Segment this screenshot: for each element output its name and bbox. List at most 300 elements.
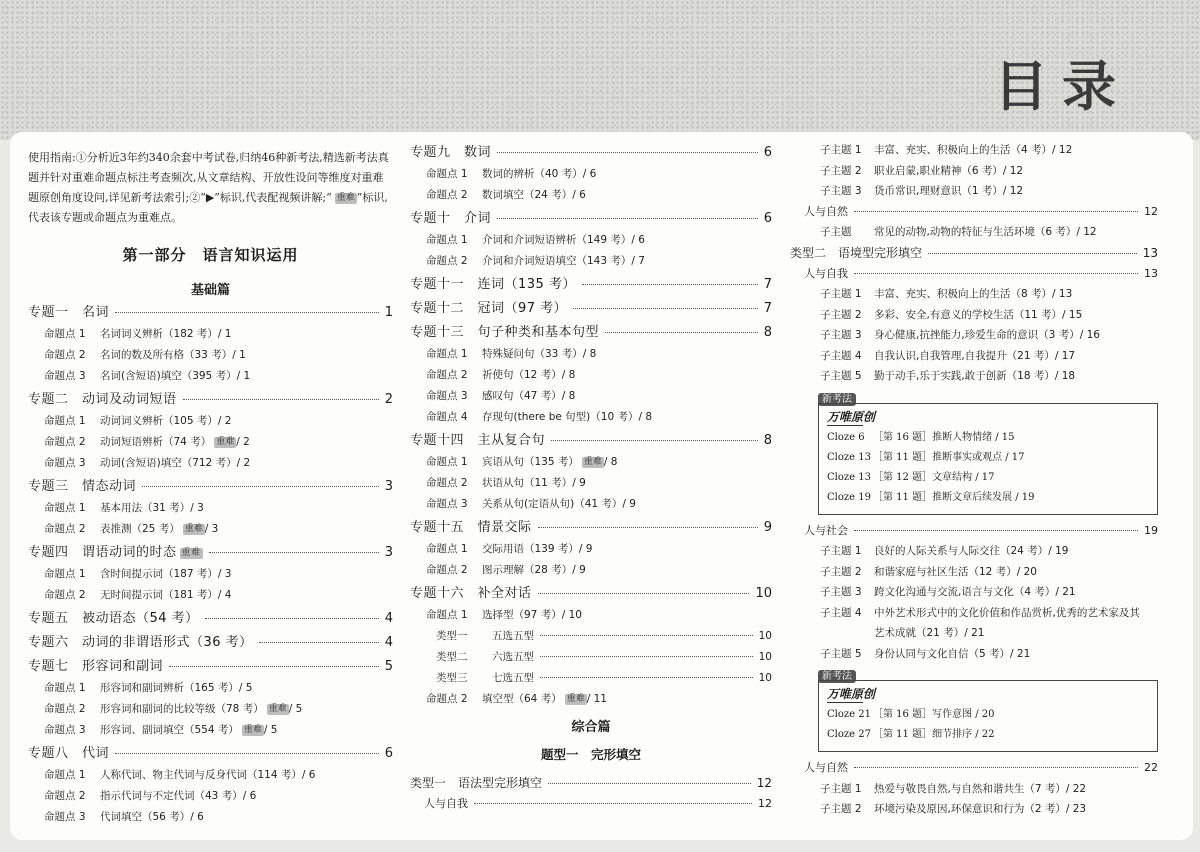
page-number: 4: [384, 611, 393, 626]
entry-label: 专题六 动词的非谓语形式（36 考）: [28, 635, 253, 650]
original-box-1: [818, 403, 1158, 515]
entry-label: 形容词和副词的比较等级（78 考）: [100, 703, 264, 715]
page-number: 12: [756, 776, 772, 790]
toc-subitem[interactable]: [410, 494, 772, 515]
dot-leader: [540, 656, 753, 657]
entry-key: 命题点 4: [426, 411, 468, 423]
entry-key: 子主题 5: [820, 370, 862, 382]
page-number: 10: [758, 630, 772, 642]
column-middle: [410, 140, 772, 815]
entry-label: 专题八 代词: [28, 746, 110, 761]
toc-subitem[interactable]: [28, 564, 393, 585]
new-method-tag-2: [818, 664, 1158, 682]
subtopic-item[interactable]: [790, 305, 1158, 326]
entry-text: [410, 322, 599, 344]
dot-leader: [538, 527, 758, 528]
entry-text: [28, 476, 136, 498]
toc-topic[interactable]: [28, 389, 393, 411]
entry-key: 命题点 2: [426, 477, 468, 489]
cloze-key: Cloze 27: [827, 729, 871, 740]
entry-label: 丰富、充实、积极向上的生活（4 考）/ 12: [874, 144, 1073, 156]
entry-label: 动词词义辨析（105 考）/ 2: [100, 415, 232, 427]
toc-list-left: [28, 302, 393, 828]
entry-key: 子主题 3: [820, 329, 862, 341]
toc-subtype[interactable]: [410, 668, 772, 689]
subtopic-item[interactable]: 子主题 常见的动物,动物的特征与生活环境（6 考）/ 12: [820, 226, 1097, 238]
entry-key: 子主题 1: [820, 782, 862, 795]
subtopic-item[interactable]: [790, 346, 1158, 367]
dot-leader: [474, 803, 752, 804]
toc-subitem[interactable]: [410, 230, 772, 251]
page-number: 6: [763, 211, 772, 226]
toc-topic[interactable]: [28, 743, 393, 765]
entry-text: [426, 647, 534, 668]
entry-label: 专题十五 情景交际: [410, 520, 532, 535]
page-number: 3: [384, 545, 393, 560]
entry-text: [28, 542, 203, 564]
entry-key: 命题点 2: [44, 589, 86, 601]
entry-key: 子主题 2: [820, 803, 862, 815]
group-nature-1[interactable]: 人与自然 12: [804, 204, 1158, 218]
box-items: [827, 705, 1149, 745]
entry-key: 命题点 2: [44, 703, 86, 715]
entry-label: 专题十二 冠词（97 考）: [410, 301, 568, 316]
cloze-item[interactable]: [827, 705, 1149, 725]
entry-label: 职业启蒙,职业精神（6 考）/ 12: [874, 164, 1024, 177]
entry-label: 代词填空（56 考）/ 6: [100, 811, 204, 823]
entry-label: 六选五型: [492, 651, 534, 663]
entry-key: 命题点 3: [44, 724, 86, 736]
page-number: 5: [384, 659, 393, 674]
toc-topic[interactable]: [28, 656, 393, 678]
entry-text: [28, 302, 109, 324]
entry-text: [410, 274, 576, 296]
guide-text-3: ”标识,代表该专题或命题点为重难点。: [28, 191, 388, 224]
cloze-label: ［第 12 题］文章结构 / 17: [873, 471, 995, 483]
entry-text: [410, 583, 532, 605]
toc-subitem[interactable]: [28, 678, 393, 699]
entry-label: 货币常识,理财意识（1 考）/ 12: [874, 185, 1024, 197]
toc-subitem[interactable]: [410, 605, 772, 626]
entry-key: 命题点 2: [44, 349, 86, 361]
toc-subitem[interactable]: [28, 720, 393, 741]
dot-leader: [183, 399, 379, 400]
dot-leader: [115, 753, 379, 754]
toc-topic[interactable]: [410, 322, 772, 344]
entry-key: 子主题 3: [820, 586, 862, 598]
entry-key: 命题点 2: [44, 436, 86, 448]
subtopic-item[interactable]: [790, 799, 1158, 820]
cloze-label: ［第 16 题］推断人物情绪 / 15: [873, 431, 1015, 443]
entry-label: 专题十三 句子种类和基本句型: [410, 325, 600, 340]
toc-subitem[interactable]: [28, 498, 393, 519]
entry-key: 命题点 1: [426, 543, 468, 555]
entry-text: [410, 208, 491, 230]
cloze-label: ［第 11 题］推断文章后续发展 / 19: [873, 491, 1035, 503]
entry-key: 命题点 1: [426, 168, 468, 180]
toc-list-right-c: [790, 541, 1158, 664]
toc-entry[interactable]: [410, 794, 772, 815]
entry-label: 数词的辨析（40 考）/ 6: [482, 168, 597, 180]
entry-label: 专题十一 连词（135 考）: [410, 277, 576, 292]
difficulty-badge: 重难: [268, 704, 287, 714]
toc-subitem[interactable]: [28, 366, 393, 387]
toc-topic[interactable]: [28, 302, 393, 324]
entry-label: 指示代词与不定代词（43 考）/ 6: [100, 790, 257, 802]
dot-leader: [540, 677, 753, 678]
entry-label: 良好的人际关系与人际交往（24 考）/ 19: [874, 545, 1069, 557]
toc-subitem[interactable]: [410, 185, 772, 206]
toc-subitem[interactable]: [28, 324, 393, 345]
entry-label: 和谐家庭与社区生活（12 考）/ 20: [874, 565, 1037, 578]
subtopic-item[interactable]: [790, 603, 1158, 624]
toc-subitem[interactable]: [28, 411, 393, 432]
entry-label: 七选五型: [492, 672, 534, 684]
entry-key: 子主题 5: [820, 647, 862, 660]
dot-leader: [497, 218, 758, 219]
entry-label: 艺术成就（21 考）/ 21: [874, 627, 985, 639]
group-society[interactable]: 人与社会 19: [804, 523, 1158, 537]
group-nature-2[interactable]: 人与自然 22: [804, 761, 1158, 774]
entry-key: 命题点 3: [44, 457, 86, 469]
entry-label: 宾语从句（135 考）: [482, 456, 579, 468]
subtopic-item[interactable]: [790, 779, 1158, 800]
entry-key: 命题点 1: [44, 682, 86, 694]
subtopic-item[interactable]: [790, 140, 1158, 161]
entry-label: 身份认同与文化自信（5 考）/ 21: [874, 647, 1031, 660]
cloze-item[interactable]: [827, 448, 1149, 468]
entry-key: 子主题 2: [820, 164, 862, 177]
toc-subitem[interactable]: [28, 786, 393, 807]
question-type-heading: 题型一 完形填空: [540, 747, 641, 762]
entry-page-ref: / 11: [586, 693, 607, 705]
subtopic-item[interactable]: [790, 325, 1158, 346]
entry-text: [28, 632, 253, 654]
subtopic-item[interactable]: [790, 284, 1158, 305]
box-items: [827, 428, 1149, 508]
toc-subitem[interactable]: [28, 453, 393, 474]
entry-label: 无时间提示词（181 考）/ 4: [100, 589, 232, 601]
entry-label: 动词(含短语)填空（712 考）/ 2: [100, 457, 251, 469]
entry-label: 介词和介词短语辨析（149 考）/ 6: [482, 234, 645, 246]
entry-text: [28, 656, 163, 678]
toc-subitem[interactable]: [28, 432, 393, 453]
page-number: 1: [384, 305, 393, 320]
toc-subitem[interactable]: [28, 765, 393, 786]
toc-subitem[interactable]: [28, 519, 393, 540]
video-icon: ▶: [205, 191, 215, 204]
entry-label: 形容词和副词辨析（165 考）/ 5: [100, 682, 253, 694]
entry-key: 子主题 1: [820, 288, 862, 300]
entry-label: 名词(含短语)填空（395 考）/ 1: [100, 370, 251, 382]
entry-text: [424, 794, 468, 815]
entry-label: 勤于动手,乐于实践,敢于创新（18 考）/ 18: [874, 370, 1076, 382]
subtopic-item[interactable]: [790, 181, 1158, 202]
dot-leader: [538, 593, 750, 594]
entry-label: 专题五 被动语态（54 考）: [28, 611, 199, 626]
entry-label: 类型一 语法型完形填空: [410, 776, 543, 790]
difficulty-badge: 重难: [566, 694, 585, 704]
entry-label: 丰富、充实、积极向上的生活（8 考）/ 13: [874, 288, 1073, 300]
entry-label: 形容词、副词填空（554 考）: [100, 724, 239, 736]
entry-key: 命题点 3: [426, 390, 468, 402]
page-number: 9: [763, 520, 772, 535]
part-heading: 第一部分 语言知识运用: [122, 246, 299, 264]
cloze-item[interactable]: [827, 725, 1149, 745]
entry-key: 命题点 1: [44, 568, 86, 580]
toc-topic[interactable]: [410, 517, 772, 539]
cloze-label: ［第 11 题］细节排序 / 22: [873, 729, 995, 740]
box-title: 万唯原创: [827, 685, 1149, 703]
dot-leader: [605, 332, 758, 333]
group-self[interactable]: 人与自我 13: [804, 266, 1158, 280]
entry-label: 五选五型: [492, 630, 534, 642]
page-number: 10: [755, 586, 772, 601]
subtopic-item[interactable]: [790, 582, 1158, 603]
dot-leader: [540, 635, 753, 636]
box-title: 万唯原创: [827, 408, 1149, 426]
page-number: 4: [384, 635, 393, 650]
entry-label: 专题三 情态动词: [28, 479, 137, 494]
category-type-2[interactable]: 类型二 语境型完形填空 13: [790, 245, 1158, 260]
page-number: 8: [763, 433, 772, 448]
difficulty-badge: 重难: [243, 725, 262, 735]
dot-leader: [169, 666, 379, 667]
toc-subitem[interactable]: [410, 560, 772, 581]
subtopic-item[interactable]: [790, 562, 1158, 583]
entry-label: 热爱与敬畏自然,与自然和谐共生（7 考）/ 22: [874, 782, 1087, 795]
entry-key: 子主题 2: [820, 565, 862, 578]
entry-label: 状语从句（11 考）/ 9: [482, 477, 586, 489]
entry-key: 命题点 1: [426, 609, 468, 621]
entry-text: [410, 298, 567, 320]
entry-key: 命题点 2: [44, 790, 86, 802]
cloze-key: Cloze 6: [827, 431, 865, 443]
entry-label: 专题十六 补全对话: [410, 586, 532, 601]
entry-text: [410, 773, 542, 794]
entry-key: 命题点 1: [44, 769, 86, 781]
entry-label: 专题十四 主从复合句: [410, 433, 546, 448]
entry-key: 命题点 3: [44, 370, 86, 382]
page-number: 7: [763, 301, 772, 316]
toc-subitem[interactable]: [28, 585, 393, 606]
toc-subitem[interactable]: [410, 365, 772, 386]
cloze-item[interactable]: [827, 488, 1149, 508]
entry-key: 命题点 1: [426, 234, 468, 246]
usage-guide: [28, 148, 393, 228]
entry-label: 专题四 谓语动词的时态: [28, 545, 177, 560]
page-number: 10: [758, 672, 772, 684]
new-method-badge: 新考法: [818, 393, 856, 406]
entry-label: 特殊疑问句（33 考）/ 8: [482, 348, 597, 360]
entry-label: 填空型（64 考）: [482, 693, 562, 705]
toc-subitem[interactable]: [410, 407, 772, 428]
entry-text: [410, 430, 545, 452]
entry-label: 名词的数及所有格（33 考）/ 1: [100, 349, 246, 361]
toc-entry[interactable]: [410, 773, 772, 794]
toc-subitem[interactable]: [410, 689, 772, 710]
page-number: 10: [758, 651, 772, 663]
dot-leader: [573, 308, 758, 309]
entry-label: 自我认识,自我管理,自我提升（21 考）/ 17: [874, 349, 1076, 362]
entry-key: 命题点 2: [426, 693, 468, 705]
cloze-key: Cloze 13: [827, 451, 871, 463]
page-title: 目录: [994, 54, 1130, 118]
dot-leader: [551, 440, 758, 441]
entry-label: 关系从句(定语从句)（41 考）/ 9: [482, 498, 636, 510]
column-right: [790, 140, 1158, 820]
entry-label: 交际用语（139 考）/ 9: [482, 543, 593, 555]
entry-label: 表推测（25 考）: [100, 523, 180, 535]
guide-text-1: 使用指南:①分析近3年约340余套中考试卷,归纳46种新考法,精选新考法真题并针对重难命题点标注考查频次,从文章结构、开放性设问等维度对重难题原创角度设问,详见新考法索引;②“: [28, 151, 389, 204]
entry-key: 命题点 3: [426, 498, 468, 510]
subtopic-item[interactable]: [790, 366, 1158, 387]
page-number: 12: [758, 797, 772, 810]
entry-key: 子主题 3: [820, 185, 862, 197]
entry-text: [28, 608, 199, 630]
toc-topic[interactable]: [410, 583, 772, 605]
difficulty-badge: 重难: [336, 193, 355, 203]
subtopic-item[interactable]: [790, 161, 1158, 182]
subtopic-item[interactable]: [790, 644, 1158, 665]
entry-label: 存现句(there be 句型)（10 考）/ 8: [482, 411, 653, 423]
toc-subitem[interactable]: [28, 345, 393, 366]
subtopic-item[interactable]: [790, 541, 1158, 562]
entry-label: 中外艺术形式中的文化价值和作品赏析,优秀的艺术家及其: [874, 606, 1140, 619]
entry-page-ref: / 3: [204, 523, 219, 535]
entry-label: 专题二 动词及动词短语: [28, 392, 177, 407]
entry-label: 多彩、安全,有意义的学校生活（11 考）/ 15: [874, 308, 1083, 321]
toc-topic[interactable]: [410, 430, 772, 452]
entry-page-ref: / 5: [288, 703, 303, 715]
entry-label: 图示理解（28 考）/ 9: [482, 564, 586, 576]
dot-leader: [115, 312, 379, 313]
toc-list-middle-bottom: [410, 773, 772, 815]
entry-key: 子主题 1: [820, 545, 862, 557]
original-box-2: [818, 680, 1158, 752]
dot-leader: [142, 486, 379, 487]
entry-label: 专题九 数词: [410, 145, 492, 160]
toc-topic[interactable]: [28, 542, 393, 564]
cloze-key: Cloze 13: [827, 471, 871, 483]
entry-key: 类型一: [436, 630, 468, 642]
entry-label: 环境污染及原因,环保意识和行为（2 考）/ 23: [874, 803, 1087, 815]
entry-text: [28, 389, 177, 411]
entry-label: 感叹句（47 考）/ 8: [482, 390, 576, 402]
toc-subtype[interactable]: [410, 647, 772, 668]
new-method-badge: 新考法: [818, 670, 856, 683]
page-number: 6: [384, 746, 393, 761]
toc-subitem[interactable]: [410, 539, 772, 560]
entry-key: 命题点 1: [44, 415, 86, 427]
section-heading-comprehensive: 综合篇: [571, 720, 611, 735]
entry-key: 命题点 1: [44, 502, 86, 514]
difficulty-badge: 重难: [181, 548, 201, 558]
entry-text: [410, 517, 532, 539]
toc-subitem[interactable]: [410, 251, 772, 272]
entry-key: 子主题 1: [820, 144, 862, 156]
page-number: 7: [763, 277, 772, 292]
toc-list-right-a: [790, 140, 1158, 202]
entry-label: 专题一 名词: [28, 305, 110, 320]
dot-leader: [548, 783, 751, 784]
page-number: 2: [384, 392, 393, 407]
entry-key: 子主题 2: [820, 308, 862, 321]
cloze-key: Cloze 21: [827, 709, 871, 720]
cloze-item[interactable]: [827, 428, 1149, 448]
entry-key: 命题点 2: [426, 189, 468, 201]
entry-key: 子主题 4: [820, 606, 862, 619]
entry-key: 命题点 2: [426, 369, 468, 381]
toc-subitem[interactable]: [410, 473, 772, 494]
cloze-label: ［第 11 题］推断事实或观点 / 17: [873, 451, 1025, 463]
toc-topic[interactable]: [410, 298, 772, 320]
toc-list-middle: [410, 142, 772, 710]
cloze-label: ［第 16 题］写作意图 / 20: [873, 709, 995, 720]
difficulty-badge: 重难: [216, 437, 235, 447]
entry-label: 祈使句（12 考）/ 8: [482, 369, 576, 381]
entry-key: 子主题 4: [820, 349, 862, 362]
entry-key: 命题点 3: [44, 811, 86, 823]
toc-topic[interactable]: [28, 632, 393, 654]
toc-topic[interactable]: [410, 142, 772, 164]
entry-page-ref: / 2: [236, 436, 250, 448]
toc-topic[interactable]: [410, 208, 772, 230]
entry-key: 命题点 1: [44, 328, 86, 340]
entry-key: 类型二: [436, 651, 468, 663]
column-left: [28, 140, 393, 828]
toc-topic[interactable]: [410, 274, 772, 296]
dot-leader: [205, 618, 379, 619]
entry-label: 人称代词、物主代词与反身代词（114 考）/ 6: [100, 769, 316, 781]
dot-leader: [209, 552, 379, 553]
toc-subitem[interactable]: [410, 164, 772, 185]
cloze-item[interactable]: [827, 468, 1149, 488]
toc-list-right-d: [790, 779, 1158, 820]
entry-label: 名词词义辨析（182 考）/ 1: [100, 328, 232, 340]
toc-subitem[interactable]: [28, 807, 393, 828]
toc-subitem[interactable]: [410, 452, 772, 473]
entry-key: 命题点 2: [426, 255, 468, 267]
entry-label: 身心健康,抗挫能力,珍爱生命的意识（3 考）/ 16: [874, 329, 1100, 341]
entry-key: 命题点 2: [44, 523, 86, 535]
entry-label: 动词短语辨析（74 考）: [100, 436, 212, 448]
difficulty-badge: 重难: [583, 457, 602, 467]
toc-topic[interactable]: [28, 608, 393, 630]
entry-key: 命题点 1: [426, 348, 468, 360]
toc-subitem[interactable]: [410, 386, 772, 407]
toc-subitem[interactable]: [28, 699, 393, 720]
entry-page-ref: / 8: [603, 456, 618, 468]
entry-text: [410, 142, 491, 164]
entry-label: 专题十 介词: [410, 211, 492, 226]
entry-text: [426, 626, 534, 647]
entry-key: 命题点 2: [426, 564, 468, 576]
cloze-key: Cloze 19: [827, 491, 871, 503]
toc-subitem[interactable]: [410, 344, 772, 365]
guide-text-2: ”标识,代表配视频讲解;“: [214, 191, 332, 204]
toc-list-right-b: [790, 284, 1158, 387]
toc-subtype[interactable]: [410, 626, 772, 647]
entry-label: 专题七 形容词和副词: [28, 659, 164, 674]
dot-leader: [497, 152, 758, 153]
subtopic-item[interactable]: [790, 623, 1158, 644]
difficulty-badge: 重难: [184, 524, 203, 534]
new-method-tag-1: [818, 387, 1158, 405]
entry-label: 基本用法（31 考）/ 3: [100, 502, 204, 514]
toc-topic[interactable]: [28, 476, 393, 498]
entry-label: 人与自我: [424, 797, 468, 810]
